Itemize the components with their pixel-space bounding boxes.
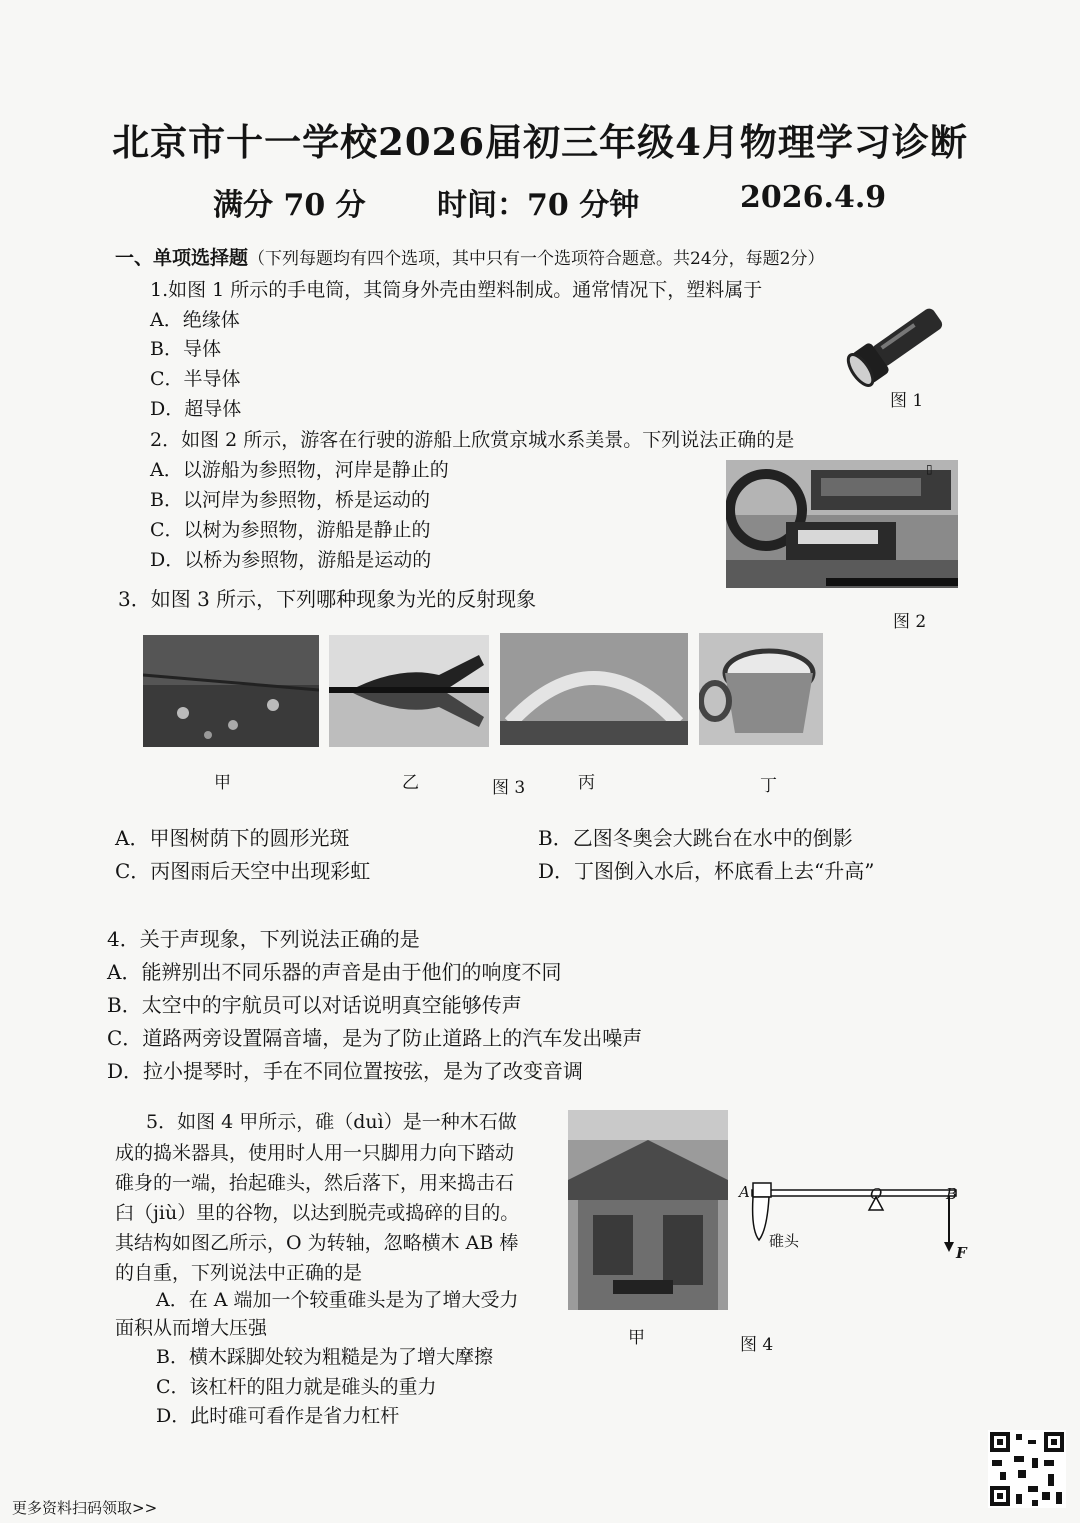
q3-option-c: C．丙图雨后天空中出现彩虹 xyxy=(115,859,371,883)
section-title: 一、单项选择题 xyxy=(115,247,249,269)
q4-option-a: A．能辨别出不同乐器的声音是由于他们的响度不同 xyxy=(107,960,562,984)
boat-photo xyxy=(726,460,958,588)
figure-1-caption: 图 1 xyxy=(890,391,924,411)
force-f: F xyxy=(956,1244,967,1262)
label-jia-fig4: 甲 xyxy=(628,1328,645,1348)
q1-option-a: A．绝缘体 xyxy=(150,309,240,331)
q4-option-b: B．太空中的宇航员可以对话说明真空能够传声 xyxy=(107,993,522,1017)
label-bing: 丙 xyxy=(578,773,595,793)
q5-line-1: 5．如图 4 甲所示，碓（duì）是一种木石做 xyxy=(146,1111,517,1133)
q2-option-a: A．以游船为参照物，河岸是静止的 xyxy=(150,459,449,481)
section-note: （下列每题均有四个选项，其中只有一个选项符合题意。共24分，每题2分） xyxy=(248,249,825,269)
flashlight-image xyxy=(843,300,953,390)
point-o: O xyxy=(870,1185,883,1203)
mortar-head-label: 碓头 xyxy=(769,1232,800,1250)
q5-option-a-line2: 面积从而增大压强 xyxy=(115,1317,268,1339)
q1-option-c: C．半导体 xyxy=(150,368,241,390)
label-ding: 丁 xyxy=(760,776,777,796)
q5-option-a-line1: A．在 A 端加一个较重碓头是为了增大受力 xyxy=(156,1289,519,1311)
photo-mark: ▯ xyxy=(926,462,933,476)
exam-time: 时间：70 分钟 xyxy=(437,188,640,223)
q3-option-b: B．乙图冬奥会大跳台在水中的倒影 xyxy=(538,826,853,850)
page-title: 北京市十一学校2026届初三年级4月物理学习诊断 xyxy=(112,120,968,164)
figure-4-caption: 图 4 xyxy=(740,1335,774,1355)
q2-stem: 2．如图 2 所示，游客在行驶的游船上欣赏京城水系美景。下列说法正确的是 xyxy=(150,429,795,451)
footer-link[interactable]: 更多资料扫码领取>> xyxy=(12,1499,158,1517)
q2-option-d: D．以桥为参照物，游船是运动的 xyxy=(150,549,432,571)
q5-line-2: 成的捣米器具，使用时人用一只脚用力向下踏动 xyxy=(115,1142,515,1164)
label-jia: 甲 xyxy=(214,773,231,793)
mortar-photo xyxy=(568,1110,728,1310)
photo-ding-cup xyxy=(699,633,823,745)
q3-option-a: A．甲图树荫下的圆形光斑 xyxy=(115,826,350,850)
q5-option-d: D．此时碓可看作是省力杠杆 xyxy=(156,1405,400,1427)
q5-line-4: 臼（jiù）里的谷物，以达到脱壳或捣碎的目的。 xyxy=(115,1202,520,1224)
q1-stem: 1.如图 1 所示的手电筒，其筒身外壳由塑料制成。通常情况下，塑料属于 xyxy=(150,279,763,301)
q4-option-c: C．道路两旁设置隔音墙，是为了防止道路上的汽车发出噪声 xyxy=(107,1026,643,1050)
photo-yi-ski-jump xyxy=(329,635,489,747)
q2-option-c: C．以树为参照物，游船是静止的 xyxy=(150,519,431,541)
q4-stem: 4．关于声现象，下列说法正确的是 xyxy=(107,927,420,951)
photo-jia-tree-shade xyxy=(143,635,319,747)
figure-2-caption: 图 2 xyxy=(893,612,927,632)
q4-option-d: D．拉小提琴时，手在不同位置按弦，是为了改变音调 xyxy=(107,1059,584,1083)
q3-stem: 3．如图 3 所示，下列哪种现象为光的反射现象 xyxy=(118,587,537,611)
exam-date: 2026.4.9 xyxy=(740,180,887,215)
q3-option-d: D．丁图倒入水后，杯底看上去“升高” xyxy=(538,859,875,883)
section-heading xyxy=(115,243,824,270)
point-a: A xyxy=(739,1183,750,1201)
q5-line-3: 碓身的一端，抬起碓头，然后落下，用来捣击石 xyxy=(115,1172,515,1194)
label-yi: 乙 xyxy=(402,773,419,793)
qr-code[interactable] xyxy=(988,1430,1066,1508)
full-score: 满分 70 分 xyxy=(213,188,366,223)
figure-3-caption: 图 3 xyxy=(492,778,526,798)
q5-option-b: B．横木踩脚处较为粗糙是为了增大摩擦 xyxy=(156,1346,493,1368)
q5-option-c: C．该杠杆的阻力就是碓头的重力 xyxy=(156,1376,437,1398)
photo-bing-rainbow xyxy=(500,633,688,745)
lever-diagram xyxy=(735,1180,975,1270)
q2-option-b: B．以河岸为参照物，桥是运动的 xyxy=(150,489,430,511)
q5-line-5: 其结构如图乙所示，O 为转轴，忽略横木 AB 棒 xyxy=(115,1232,519,1254)
q5-line-6: 的自重，下列说法中正确的是 xyxy=(115,1262,363,1284)
point-b: B xyxy=(946,1185,958,1203)
q1-option-d: D．超导体 xyxy=(150,398,242,420)
q1-option-b: B．导体 xyxy=(150,338,221,360)
